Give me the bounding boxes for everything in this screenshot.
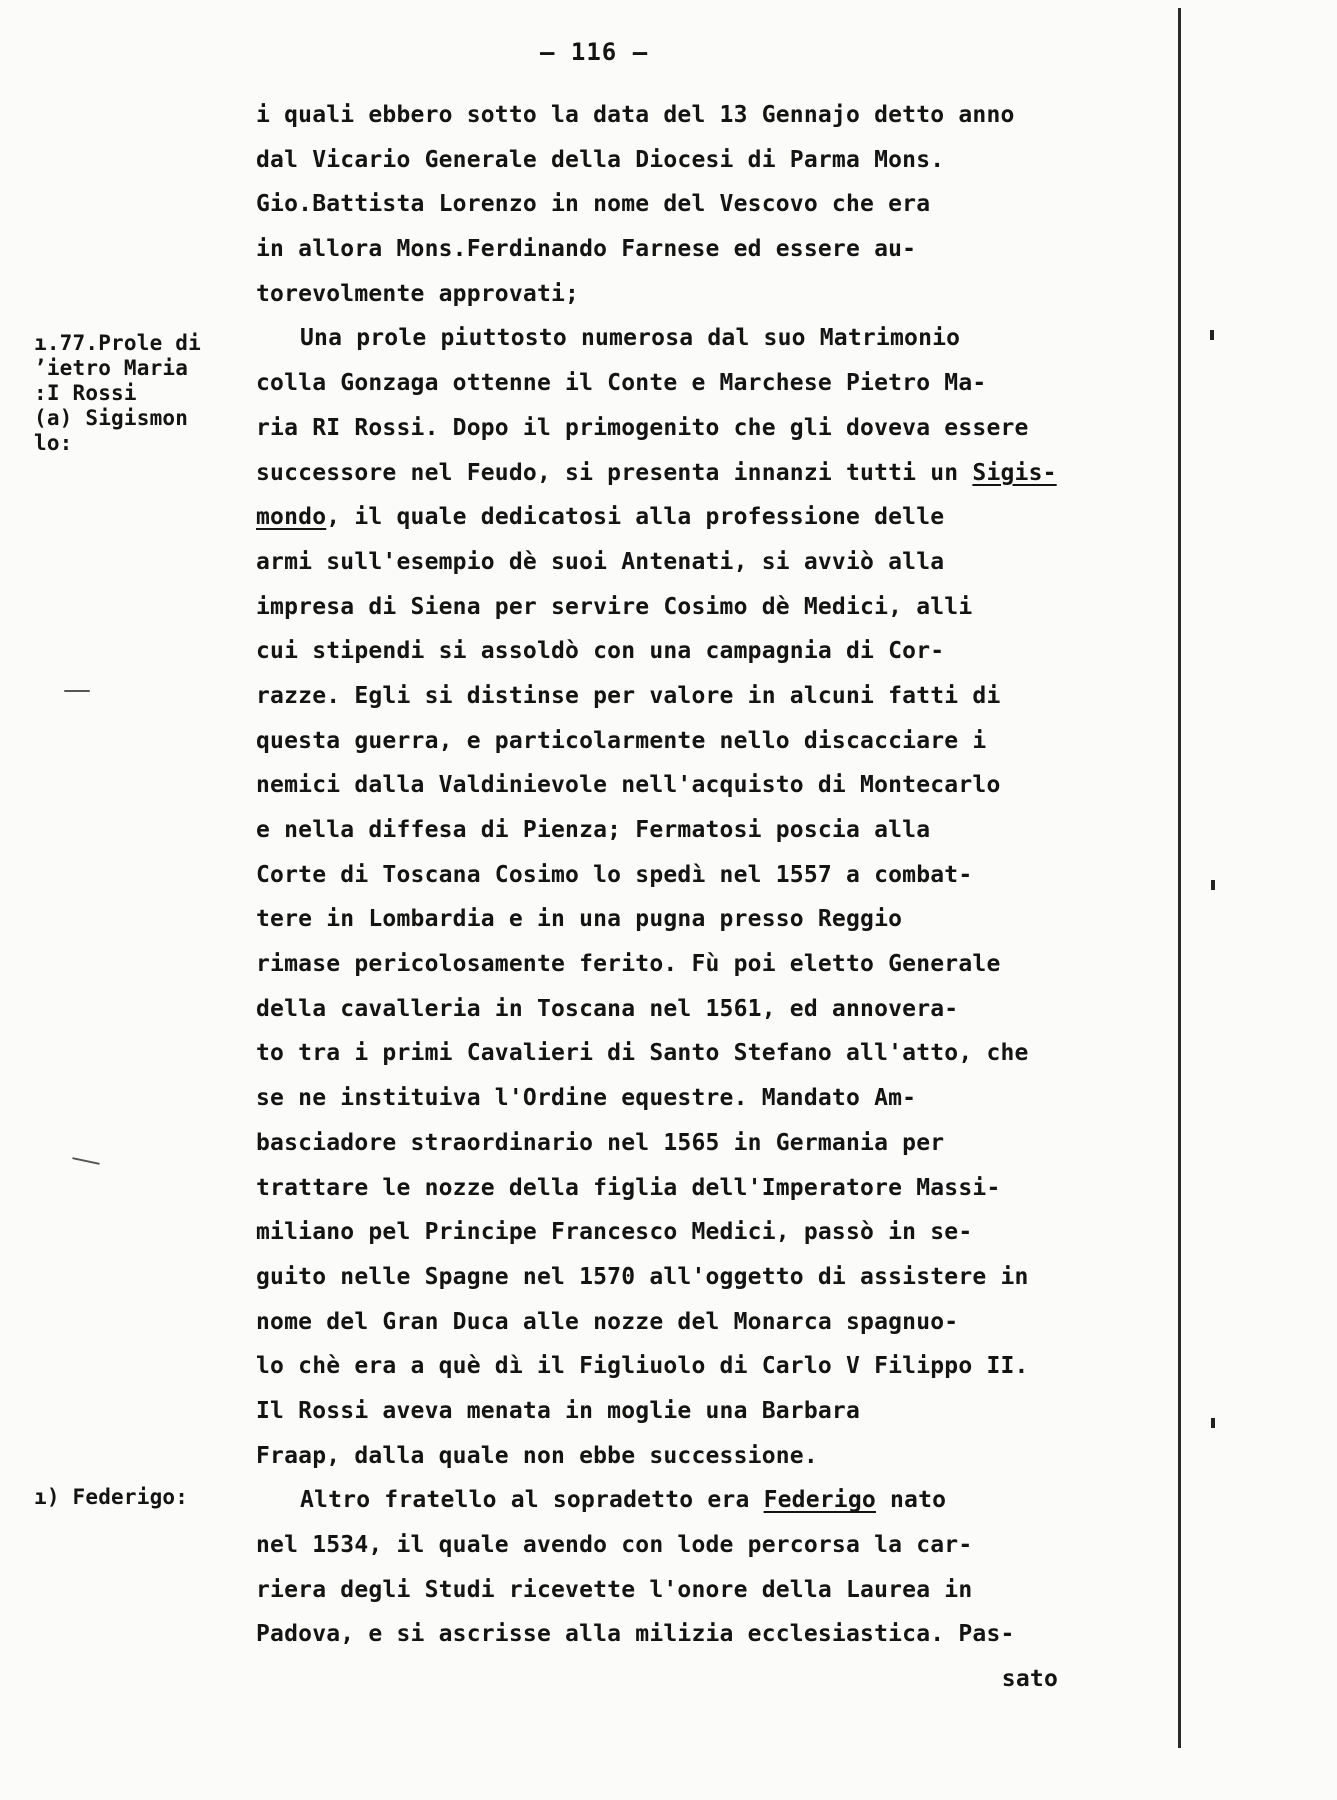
text-line	[256, 1478, 1136, 1523]
text-line: torevolmente approvati;	[256, 280, 580, 307]
text-line	[256, 451, 1136, 496]
text-line: basciadore straordinario nel 1565 in Germania per	[256, 1129, 945, 1156]
text-segment: successore nel Feudo, si presenta innanzi tutti un	[256, 459, 973, 486]
text-line: riera degli Studi ricevette l'onore della Laurea in	[256, 1576, 973, 1603]
catchword: sato	[1001, 1666, 1058, 1693]
margin-tick-mark	[64, 690, 90, 692]
text-line: Una prole piuttosto numerosa dal suo Matrimonio	[300, 325, 961, 352]
text-line: miliano pel Principe Francesco Medici, passò in se-	[256, 1219, 973, 1246]
page-number: — 116 —	[540, 38, 649, 66]
text-line: tere in Lombardia e in una pugna presso Reggio	[256, 906, 903, 933]
text-line: se ne instituiva l'Ordine equestre. Mandato Am-	[256, 1085, 917, 1112]
edge-mark	[1211, 880, 1215, 890]
text-line: e nella diffesa di Pienza; Fermatosi poscia alla	[256, 817, 931, 843]
text-line: Gio.Battista Lorenzo in nome del Vescovo che era	[256, 191, 931, 218]
edge-mark	[1211, 1418, 1215, 1428]
edge-mark	[1210, 330, 1214, 340]
text-line: in allora Mons.Ferdinando Farnese ed essere au-	[256, 236, 917, 263]
body-text	[256, 93, 1136, 1702]
text-line: i quali ebbero sotto la data del 13 Gennajo detto anno	[256, 102, 1015, 128]
underlined-name: Sigis-	[972, 459, 1057, 486]
underlined-name: mondo	[256, 504, 327, 531]
text-line: Corte di Toscana Cosimo lo spedì nel 1557 a combat-	[256, 861, 973, 888]
text-line: Padova, e si ascrisse alla milizia ecclesiastica. Pas-	[256, 1621, 1015, 1648]
text-line: impresa di Siena per servire Cosimo dè Medici, alli	[256, 593, 973, 620]
text-line: della cavalleria in Toscana nel 1561, ed annovera-	[256, 995, 959, 1022]
text-line: razze. Egli si distinse per valore in alcuni fatti di	[256, 682, 1001, 709]
text-line: ria RI Rossi. Dopo il primogenito che gli doveva essere	[256, 414, 1029, 441]
text-segment: Altro fratello al sopradetto era	[300, 1487, 764, 1514]
text-line	[256, 495, 1136, 540]
text-line: nemici dalla Valdinievole nell'acquisto di Montecarlo	[256, 772, 1001, 799]
text-line: nel 1534, il quale avendo con lode percorsa la car-	[256, 1532, 973, 1558]
text-line: cui stipendi si assoldò con una campagnia di Cor-	[256, 638, 945, 665]
text-line: to tra i primi Cavalieri di Santo Stefano all'atto, che	[256, 1040, 1029, 1067]
margin-note-federigo: ı) Federigo:	[34, 1485, 189, 1509]
text-line: armi sull'esempio dè suoi Antenati, si avviò alla	[256, 548, 945, 575]
margin-note-prole: ı.77.Prole di ’ietro Maria :I Rossi (a) Sigismon lo:	[34, 331, 201, 455]
text-segment: nato	[875, 1487, 947, 1514]
text-line: rimase pericolosamente ferito. Fù poi eletto Generale	[256, 951, 1001, 978]
text-line: Fraap, dalla quale non ebbe successione.	[256, 1442, 818, 1469]
margin-tick-mark	[72, 1157, 100, 1165]
text-line: lo chè era a què dì il Figliuolo di Carlo V Filippo II.	[256, 1353, 1029, 1380]
text-line: colla Gonzaga ottenne il Conte e Marchese Pietro Ma-	[256, 370, 987, 397]
text-line: guito nelle Spagne nel 1570 all'oggetto di assistere in	[256, 1263, 1029, 1290]
text-segment: , il quale dedicatosi alla professione delle	[326, 504, 945, 531]
text-line: trattare le nozze della figlia dell'Imperatore Massi-	[256, 1174, 1001, 1201]
underlined-name: Federigo	[763, 1487, 876, 1514]
text-line: questa guerra, e particolarmente nello discacciare i	[256, 727, 987, 754]
text-line: dal Vicario Generale della Diocesi di Parma Mons.	[256, 146, 945, 173]
text-line: nome del Gran Duca alle nozze del Monarca spagnuo-	[256, 1308, 959, 1335]
page-edge-line	[1178, 8, 1181, 1748]
text-line: Il Rossi aveva menata in moglie una Barbara	[256, 1397, 861, 1424]
